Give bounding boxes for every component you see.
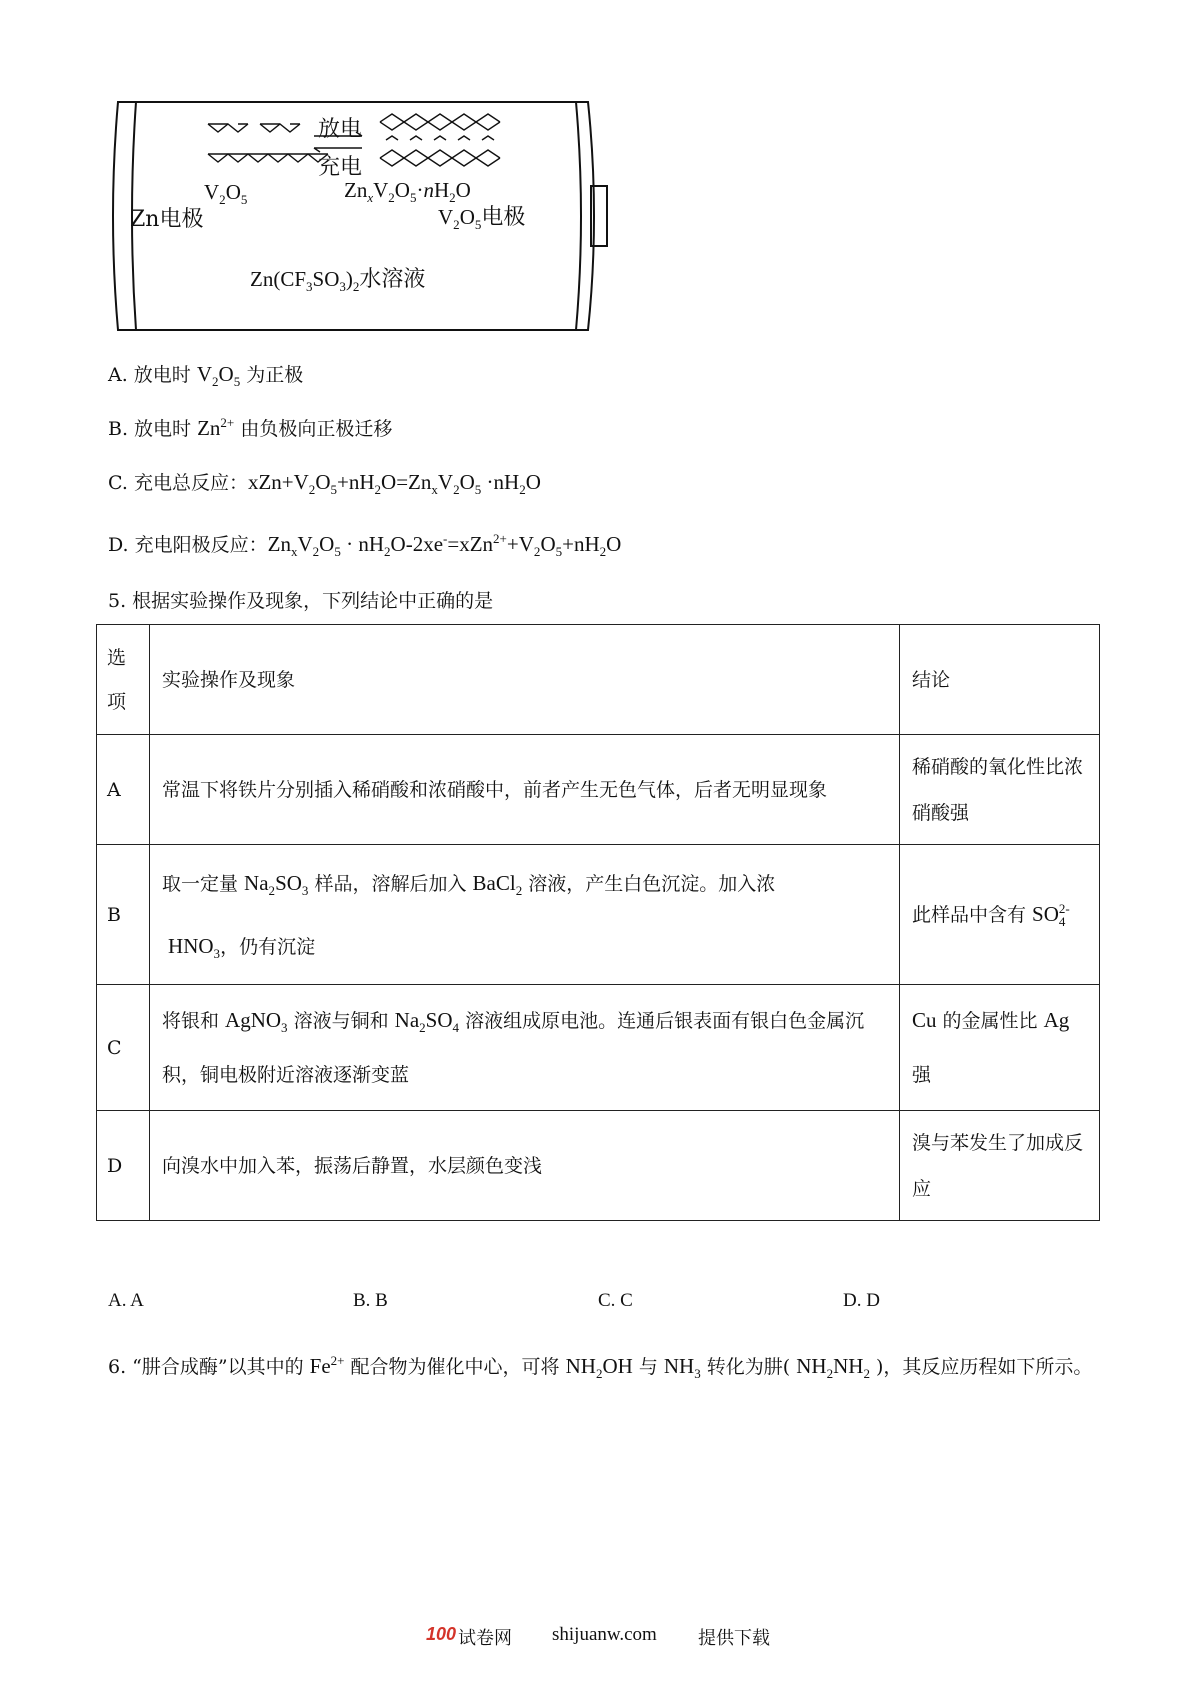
- q5-stem: 5. 根据实验操作及现象，下列结论中正确的是: [108, 590, 494, 612]
- footer-site-name: 试卷网: [458, 1628, 512, 1649]
- footer-domain[interactable]: shijuanw.com: [552, 1624, 657, 1645]
- left-compound-label: $V_2O_5$: [204, 180, 248, 208]
- discharge-label: 放电: [318, 117, 363, 142]
- q5-table: [96, 624, 1100, 1221]
- battery-diagram: [100, 96, 620, 336]
- table-row: [97, 845, 1100, 985]
- footer-logo: 100: [426, 1624, 457, 1644]
- row-conclusion: Cu 的金属性比 Ag 强: [900, 985, 1100, 1111]
- header-operation: 实验操作及现象: [150, 625, 900, 735]
- answer-c: C. C: [598, 1290, 633, 1311]
- v2o5-electrode-label: $V_2O_5$电极: [438, 205, 526, 233]
- table-row: [97, 1111, 1100, 1221]
- row-operation: 向溴水中加入苯，振荡后静置，水层颜色变浅: [150, 1111, 900, 1221]
- q4-option-c: C. 充电总反应：$xZn+V_2O_5+nH_2O=Zn_xV_2O_5 \cdot nH_2O$: [108, 470, 541, 498]
- charge-label: 充电: [318, 155, 363, 180]
- row-conclusion: 此样品中含有 $SO_4^{2-}$: [900, 845, 1100, 985]
- footer-download: 提供下载: [698, 1628, 770, 1649]
- header-conclusion: 结论: [900, 625, 1100, 735]
- table-row: [97, 985, 1100, 1111]
- row-key: B: [97, 845, 150, 985]
- table-row: [97, 735, 1100, 845]
- row-operation: 将银和 AgNO$_3$ 溶液与铜和 $Na_2SO_4$ 溶液组成原电池。连通后银表面有银白色金属沉积，铜电极附近溶液逐渐变蓝: [150, 985, 900, 1111]
- q6-stem: 6. “肼合成酶”以其中的 $Fe^{2+}$ 配合物为催化中心，可将 $NH_2OH$ 与 $NH_3$ 转化为肼( $NH_2NH_2$ )，其反应历程如下所示。: [108, 1353, 1093, 1382]
- header-option: 选 项: [97, 625, 150, 735]
- row-conclusion: 稀硝酸的氧化性比浓硝酸强: [900, 735, 1100, 845]
- row-conclusion: 溴与苯发生了加成反应: [900, 1111, 1100, 1221]
- table-header-row: [97, 625, 1100, 735]
- q4-option-b: B. 放电时 $Zn^{2+}$ 由负极向正极迁移: [108, 415, 393, 440]
- zn-electrode-label: Zn电极: [130, 207, 204, 232]
- row-key: C: [97, 985, 150, 1111]
- right-compound-label: $Zn_xV_2O_5\cdot nH_2O$: [344, 178, 471, 206]
- row-operation: 常温下将铁片分别插入稀硝酸和浓硝酸中，前者产生无色气体，后者无明显现象: [150, 735, 900, 845]
- q4-option-a: A. 放电时 $V_2O_5$ 为正极: [108, 362, 304, 390]
- row-key: A: [97, 735, 150, 845]
- row-key: D: [97, 1111, 150, 1221]
- answer-d: D. D: [843, 1290, 880, 1311]
- row-operation: 取一定量 $Na_2SO_3$ 样品，溶解后加入 BaCl$_2$ 溶液，产生白色沉淀。加入浓 $HNO_3$，仍有沉淀: [150, 845, 900, 985]
- answer-a: A. A: [108, 1290, 144, 1311]
- answer-b: B. B: [353, 1290, 388, 1311]
- electrolyte-label: $Zn(CF_3SO_3)_2$水溶液: [250, 267, 426, 295]
- q4-option-d: D. 充电阳极反应：$Zn_xV_2O_5 \cdot nH_2O-2xe^-=xZn^{2+}+V_2O_5+nH_2O$: [108, 531, 622, 560]
